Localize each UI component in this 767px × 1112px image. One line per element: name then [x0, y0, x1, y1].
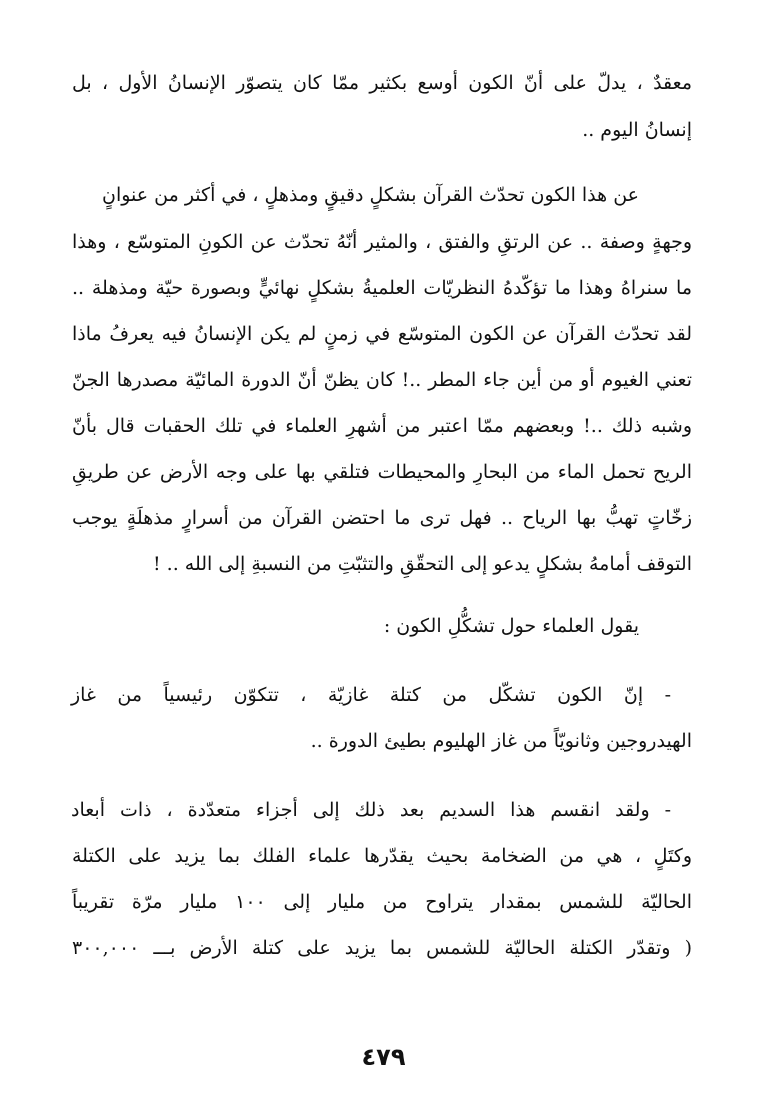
- text-line: الريح تحمل الماء من البحارِ والمحيطات فتلقي بها على وجه الأرض عن طريقِ: [72, 461, 692, 483]
- bullet-line: - إنّ الكون تشكّل من كتلة غازيّة ، تتكوّن رئيسياً من غاز: [71, 684, 671, 706]
- text-line: وشبه ذلك ..! وبعضهم ممّا اعتبر من أشهرِ العلماء في تلك الحقبات قال بأنّ: [72, 415, 692, 437]
- text-line: يقول العلماء حول تشكُّلِ الكون :: [383, 615, 639, 637]
- page-number: ٤٧٩: [361, 1043, 406, 1071]
- text-line: ( وتقدّر الكتلة الحاليّة للشمس بما يزيد على كتلة الأرض بـــ ٣٠٠,٠٠٠: [72, 937, 692, 959]
- text-line: لقد تحدّث القرآن عن الكون المتوسّع في زمنٍ لم يكن الإنسانُ فيه يعرفُ ماذا: [72, 323, 692, 345]
- text-line: ما سنراهُ وهذا ما تؤكّدهُ النظريّات العلميةُ بشكلٍ نهائيٍّ وبصورة حيّة ومذهلة ..: [72, 277, 692, 299]
- text-line: عن هذا الكون تحدّث القرآن بشكلٍ دقيقٍ ومذهلٍ ، في أكثر من عنوانٍ: [101, 184, 639, 206]
- text-line: معقدٌ ، يدلّ على أنّ الكون أوسع بكثير ممّا كان يتصوّر الإنسانُ الأول ، بل: [72, 72, 692, 94]
- text-line: الحاليّة للشمس بمقدار يتراوح من مليار إلى ١٠٠ مليار مرّة تقريباً: [72, 891, 693, 913]
- text-line: زخّاتٍ تهبُّ بها الرياح .. فهل ترى ما احتضن القرآن من أسرارٍ مذهلَةٍ يوجب: [72, 507, 692, 529]
- text-line: التوقف أمامهُ بشكلٍ يدعو إلى التحقّقِ والتثبّتِ من النسبةِ إلى الله .. !: [153, 553, 692, 575]
- text-line: تعني الغيوم أو من أين جاء المطر ..! كان يظنّ أنّ الدورة المائيّة مصدرها الجنّ: [72, 369, 692, 391]
- text-line: وكتَلٍ ، هي من الضخامة بحيث يقدّرها علماء الفلك بما يزيد على الكتلة: [72, 845, 692, 867]
- bullet-line: - ولقد انقسم هذا السديم بعد ذلك إلى أجزاء متعدّدة ، ذات أبعاد: [71, 799, 671, 821]
- text-line: إنسانُ اليوم ..: [582, 119, 692, 141]
- text-line: وجهةٍ وصفة .. عن الرتقِ والفتق ، والمثير أنّهُ تحدّث عن الكونِ المتوسّع ، وهذا: [72, 231, 692, 253]
- text-line: الهيدروجين وثانويّاً من غاز الهليوم بطيئ الدورة ..: [310, 730, 692, 752]
